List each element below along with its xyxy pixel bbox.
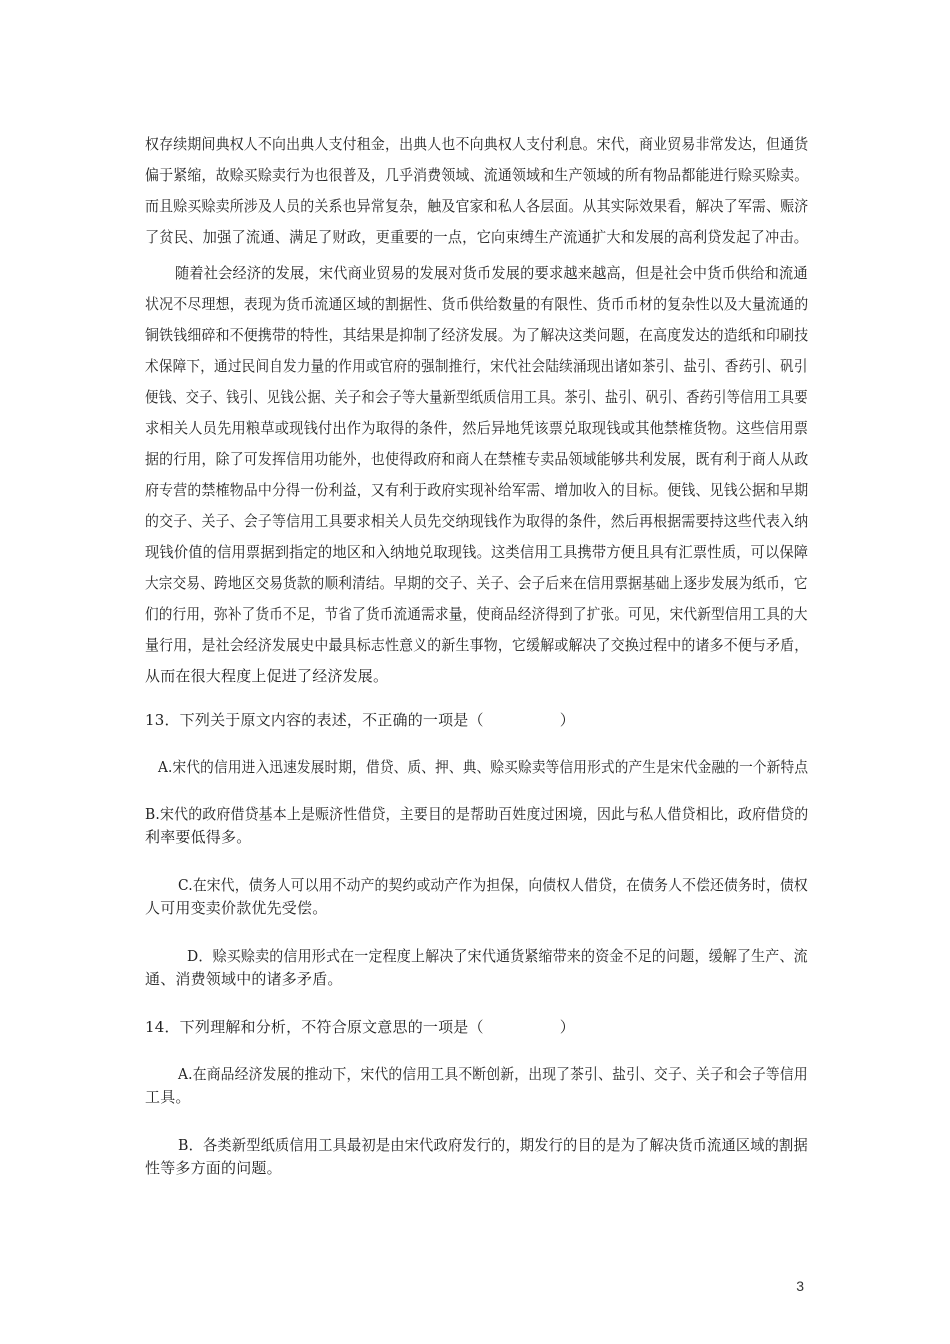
text-line: 从而在很大程度上促进了经济发展。 (145, 667, 389, 685)
question-stem: 13．下列关于原文内容的表述，不正确的一项是（ ） (145, 711, 575, 729)
text-line: 而且赊买赊卖所涉及人员的关系也异常复杂，触及官家和私人各层面。从其实际效果看，解决了军需、赈济 (145, 197, 809, 215)
text-line: 权存续期间典权人不向出典人支付租金，出典人也不向典权人支付利息。宋代，商业贸易非常发达，但通货 (145, 135, 809, 153)
text-line: 铜铁钱细碎和不便携带的特性，其结果是抑制了经济发展。为了解决这类问题，在高度发达的造纸和印刷技 (145, 326, 809, 344)
text-line: 们的行用，弥补了货币不足，节省了货币流通需求量，使商品经济得到了扩张。可见，宋代新型信用工具的大 (145, 605, 808, 623)
text-line: 大宗交易、跨地区交易货款的顺利清结。早期的交子、关子、会子后来在信用票据基础上逐步发展为纸币，它 (145, 574, 808, 592)
option-c-line: 人可用变卖价款优先受偿。 (145, 899, 328, 917)
option-d-line: 通、消费领域中的诸多矛盾。 (145, 970, 343, 988)
text-line: 了贫民、加强了流通、满足了财政，更重要的一点，它向束缚生产流通扩大和发展的高利贷发起了冲击。 (145, 228, 809, 246)
option-b-line: B.宋代的政府借贷基本上是赈济性借贷，主要目的是帮助百姓度过困境，因此与私人借贷相比，政府借贷的 (145, 805, 809, 823)
text-line: 偏于紧缩，故赊买赊卖行为也很普及，几乎消费领域、流通领域和生产领域的所有物品都能进行赊买赊卖。 (145, 166, 809, 184)
text-line: 随着社会经济的发展，宋代商业贸易的发展对货币发展的要求越来越高，但是社会中货币供给和流通 (175, 264, 808, 282)
text-line: 便钱、交子、钱引、见钱公据、关子和会子等大量新型纸质信用工具。茶引、盐引、矾引、香药引等信用工具要 (145, 388, 808, 406)
question-stem: 14．下列理解和分析，不符合原文意思的一项是（ ） (145, 1018, 575, 1036)
text-line: 求相关人员先用粮草或现钱付出作为取得的条件，然后异地凭该票兑取现钱或其他禁榷货物。这些信用票 (145, 419, 809, 437)
option-a-line: 工具。 (145, 1088, 191, 1106)
option-c-line: C.在宋代，债务人可以用不动产的契约或动产作为担保，向债权人借贷，在债务人不偿还债务时，债权 (178, 876, 808, 894)
option-b-line: 利率要低得多。 (145, 828, 252, 846)
text-line: 状况不尽理想，表现为货币流通区域的割据性、货币供给数量的有限性、货币币材的复杂性以及大量流通的 (145, 295, 809, 313)
text-line: 的交子、关子、会子等信用工具要求相关人员先交纳现钱作为取得的条件，然后再根据需要持这些代表入纳 (145, 512, 809, 530)
option-b-line: B．各类新型纸质信用工具最初是由宋代政府发行的，期发行的目的是为了解决货币流通区域的割据 (178, 1136, 808, 1154)
text-line: 府专营的禁榷物品中分得一份利益，又有利于政府实现补给军需、增加收入的目标。便钱、见钱公据和早期 (145, 481, 809, 499)
text-line: 量行用，是社会经济发展史中最具标志性意义的新生事物，它缓解或解决了交换过程中的诸多不便与矛盾， (145, 636, 809, 654)
option-a: A.宋代的信用进入迅速发展时期，借贷、质、押、典、赊买赊卖等信用形式的产生是宋代金融的一个新特点 (158, 758, 809, 776)
text-line: 据的行用，除了可发挥信用功能外，也使得政府和商人在禁榷专卖品领域能够共利发展，既有利于商人从政 (145, 450, 809, 468)
page-number: 3 (796, 1278, 804, 1294)
option-a-line: A.在商品经济发展的推动下，宋代的信用工具不断创新，出现了茶引、盐引、交子、关子和会子等信用 (178, 1065, 808, 1083)
text-line: 术保障下，通过民间自发力量的作用或官府的强制推行，宋代社会陆续涌现出诸如茶引、盐引、香药引、矾引 (145, 357, 808, 375)
option-d-line: D．赊买赊卖的信用形式在一定程度上解决了宋代通货紧缩带来的资金不足的问题，缓解了生产、流 (187, 947, 808, 965)
text-line: 现钱价值的信用票据到指定的地区和入纳地兑取现钱。这类信用工具携带方便且具有汇票性质，可以保障 (145, 543, 809, 561)
option-b-line: 性等多方面的问题。 (145, 1159, 282, 1177)
